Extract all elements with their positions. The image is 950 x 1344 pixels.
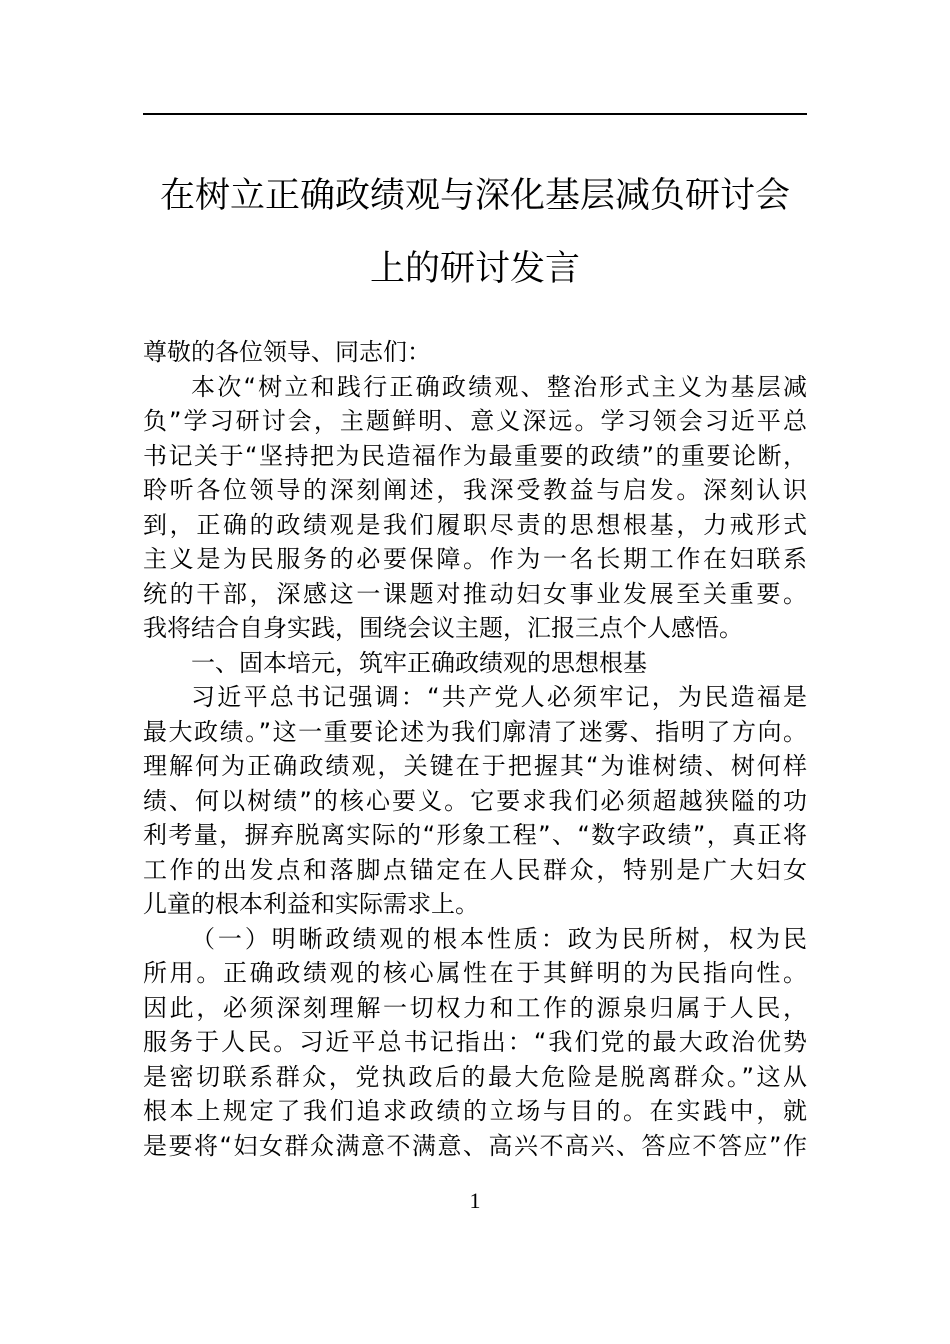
body-line: 理解何为正确政绩观，关键在于把握其“为谁树绩、树何样 bbox=[143, 752, 807, 780]
body-line: 是要将“妇女群众满意不满意、高兴不高兴、答应不答应”作 bbox=[143, 1131, 807, 1160]
body-line: 利考量，摒弃脱离实际的“形象工程”、“数字政绩”，真正将 bbox=[143, 821, 807, 849]
document-body bbox=[143, 335, 807, 1163]
body-line: 习近平总书记强调：“共产党人必须牢记，为民造福是 bbox=[191, 683, 807, 711]
document-title bbox=[143, 160, 807, 306]
body-line: 本次“树立和践行正确政绩观、整治形式主义为基层减 bbox=[191, 372, 807, 401]
body-line: 所用。正确政绩观的核心属性在于其鲜明的为民指向性。 bbox=[143, 959, 807, 987]
body-line: 聆听各位领导的深刻阐述，我深受教益与启发。深刻认识 bbox=[143, 476, 807, 504]
body-line: 儿童的根本利益和实际需求上。 bbox=[143, 890, 479, 918]
body-line: （一）明晰政绩观的根本性质：政为民所树，权为民 bbox=[191, 924, 807, 953]
body-line: 根本上规定了我们追求政绩的立场与目的。在实践中，就 bbox=[143, 1097, 807, 1125]
body-line: 最大政绩。”这一重要论述为我们廓清了迷雾、指明了方向。 bbox=[143, 717, 807, 746]
body-line: 是密切联系群众，党执政后的最大危险是脱离群众。”这从 bbox=[143, 1062, 807, 1091]
title-line-1: 在树立正确政绩观与深化基层减负研讨会 bbox=[159, 176, 790, 216]
body-line: 统的干部，深感这一课题对推动妇女事业发展至关重要。 bbox=[143, 579, 807, 608]
body-line: 因此，必须深刻理解一切权力和工作的源泉归属于人民， bbox=[143, 993, 807, 1022]
body-line: 一、固本培元，筑牢正确政绩观的思想根基 bbox=[191, 648, 647, 677]
body-line: 主义是为民服务的必要保障。作为一名长期工作在妇联系 bbox=[143, 545, 807, 573]
title-line-2: 上的研讨发言 bbox=[369, 249, 580, 289]
body-line: 尊敬的各位领导、同志们： bbox=[143, 338, 431, 366]
body-line: 到，正确的政绩观是我们履职尽责的思想根基，力戒形式 bbox=[143, 510, 807, 539]
header-rule bbox=[143, 113, 807, 115]
body-line: 服务于人民。习近平总书记指出：“我们党的最大政治优势 bbox=[143, 1028, 807, 1056]
body-line: 负”学习研讨会，主题鲜明、意义深远。学习领会习近平总 bbox=[143, 407, 807, 435]
body-line: 工作的出发点和落脚点锚定在人民群众，特别是广大妇女 bbox=[143, 855, 807, 884]
body-line: 绩、何以树绩”的核心要义。它要求我们必须超越狭隘的功 bbox=[143, 786, 807, 815]
body-line: 书记关于“坚持把为民造福作为最重要的政绩”的重要论断， bbox=[143, 441, 807, 470]
page-number: 1 bbox=[469, 1188, 481, 1213]
body-line: 我将结合自身实践，围绕会议主题，汇报三点个人感悟。 bbox=[143, 614, 743, 642]
